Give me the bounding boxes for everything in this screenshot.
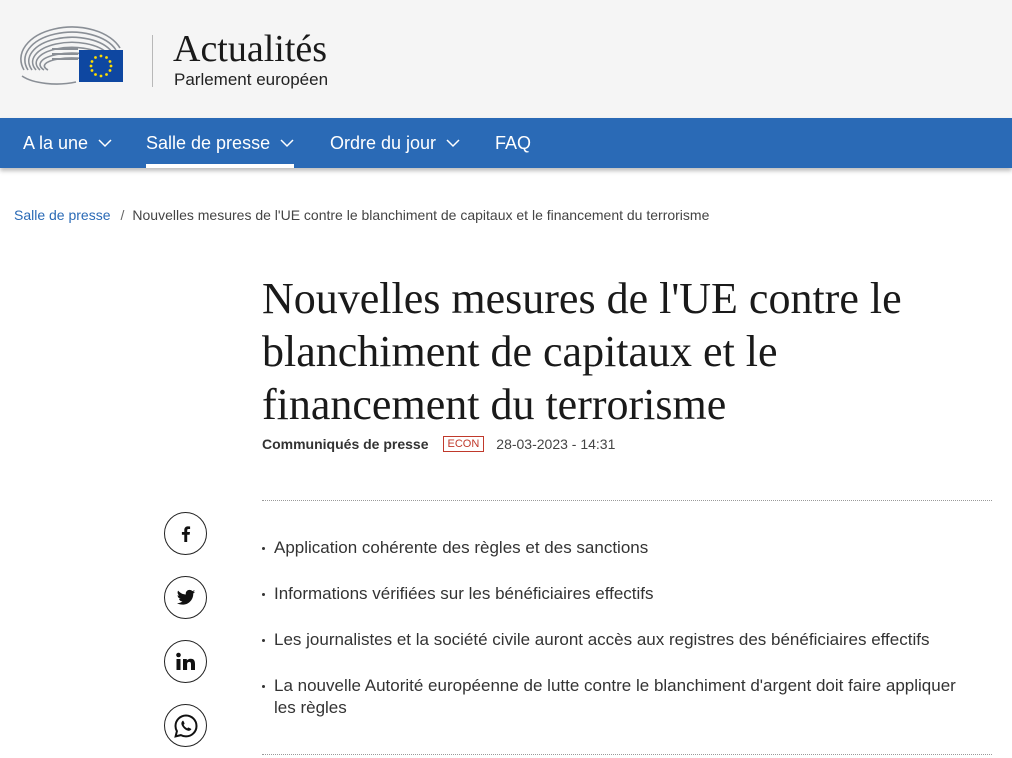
chevron-down-icon (98, 136, 112, 150)
share-twitter-button[interactable] (164, 576, 207, 619)
list-item-text: Application cohérente des règles et des sanctions (274, 538, 649, 557)
chevron-down-icon (446, 136, 460, 150)
divider-top (262, 500, 992, 501)
nav-item-salle-de-presse[interactable] (146, 118, 294, 168)
nav-item-label: Salle de presse (146, 132, 271, 153)
nav-item-label: A la une (23, 132, 89, 153)
list-item-text: Informations vérifiées sur les bénéficiaires effectifs (274, 584, 654, 603)
breadcrumb-link-salle-de-presse[interactable]: Salle de presse (14, 207, 111, 223)
committee-badge[interactable]: ECON (443, 436, 485, 452)
chevron-down-icon (280, 136, 294, 150)
list-item (262, 675, 982, 719)
whatsapp-icon (173, 713, 199, 739)
breadcrumb-separator: / (120, 207, 125, 223)
share-facebook-button[interactable] (164, 512, 207, 555)
bullet-dot (262, 593, 265, 596)
bullet-dot (262, 547, 265, 550)
share-whatsapp-button[interactable] (164, 704, 207, 747)
article-category[interactable]: Communiqués de presse (262, 436, 429, 452)
page-title: Nouvelles mesures de l'UE contre le blanchiment de capitaux et le financement du terrorisme (262, 274, 902, 429)
site-title[interactable]: Actualités (173, 28, 328, 70)
nav-item-faq[interactable] (495, 118, 531, 168)
nav-item-label: FAQ (495, 132, 532, 153)
nav-item-label: Ordre du jour (330, 132, 437, 153)
site-header (0, 0, 1012, 118)
twitter-icon (176, 589, 196, 607)
nav-item-a-la-une[interactable] (23, 118, 112, 168)
divider-bottom (262, 754, 992, 755)
breadcrumb (14, 207, 709, 223)
breadcrumb-current: Nouvelles mesures de l'UE contre le blanchiment de capitaux et le financement du terrorisme (132, 207, 710, 223)
european-parliament-logo[interactable] (20, 26, 125, 86)
main-navigation (0, 118, 1012, 168)
article-meta (262, 435, 615, 453)
linkedin-icon (175, 652, 197, 672)
header-divider (152, 35, 153, 87)
bullet-dot (262, 685, 265, 688)
list-item-text: Les journalistes et la société civile auront accès aux registres des bénéficiaires effectifs (274, 630, 930, 649)
facebook-icon (176, 524, 196, 544)
list-item (262, 537, 982, 559)
list-item-text: La nouvelle Autorité européenne de lutte contre le blanchiment d'argent doit faire appliquer les règles (274, 676, 956, 717)
list-item (262, 629, 982, 651)
site-subtitle: Parlement européen (174, 70, 329, 89)
article-date: 28-03-2023 - 14:31 (496, 436, 616, 452)
nav-item-ordre-du-jour[interactable] (330, 118, 460, 168)
list-item (262, 583, 982, 605)
share-linkedin-button[interactable] (164, 640, 207, 683)
bullet-dot (262, 639, 265, 642)
article-highlights (262, 537, 982, 743)
